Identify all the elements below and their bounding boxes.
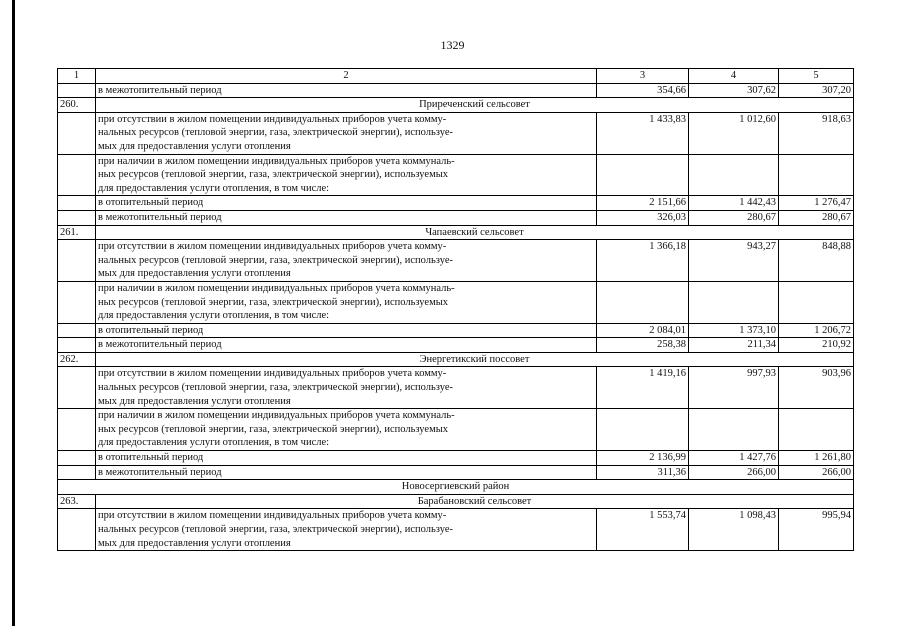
header-col-3: 3 <box>597 69 689 84</box>
value-col-5 <box>779 154 854 196</box>
table-row <box>58 509 854 551</box>
value-col-3: 311,36 <box>597 465 689 480</box>
value-col-4: 1 442,43 <box>689 196 779 211</box>
value-col-5: 995,94 <box>779 509 854 551</box>
row-description <box>96 409 597 451</box>
description-line: в отопительный период <box>98 452 204 464</box>
row-description <box>96 323 597 338</box>
description-line: при наличии в жилом помещении индивидуальных приборов учета коммуналь- <box>98 155 455 167</box>
row-description <box>96 112 597 154</box>
row-description <box>96 465 597 480</box>
value-col-3: 326,03 <box>597 210 689 225</box>
value-col-4 <box>689 281 779 323</box>
description-line: при наличии в жилом помещении индивидуальных приборов учета коммуналь- <box>98 410 455 422</box>
row-number <box>58 281 96 323</box>
description-line: при отсутствии в жилом помещении индивидуальных приборов учета комму- <box>98 113 447 125</box>
value-col-5: 280,67 <box>779 210 854 225</box>
description-line: для предоставления услуги отопления, в том числе: <box>98 182 330 194</box>
description-line: нальных ресурсов (тепловой энергии, газа, электрической энергии), используе- <box>98 127 453 139</box>
section-row <box>58 494 854 509</box>
value-col-5 <box>779 281 854 323</box>
header-col-1: 1 <box>58 69 96 84</box>
table-row <box>58 196 854 211</box>
description-line: нальных ресурсов (тепловой энергии, газа, электрической энергии), используе- <box>98 254 453 266</box>
row-number <box>58 83 96 98</box>
value-col-4: 943,27 <box>689 240 779 282</box>
table-row <box>58 112 854 154</box>
value-col-3 <box>597 154 689 196</box>
table-row <box>58 210 854 225</box>
row-description <box>96 240 597 282</box>
section-title: Приреченский сельсовет <box>96 98 854 113</box>
description-line: в межотопительный период <box>98 211 222 223</box>
description-line: при отсутствии в жилом помещении индивидуальных приборов учета комму- <box>98 510 447 522</box>
header-col-5: 5 <box>779 69 854 84</box>
value-col-4: 1 373,10 <box>689 323 779 338</box>
value-col-5: 210,92 <box>779 338 854 353</box>
row-number: 262. <box>58 352 96 367</box>
row-description <box>96 367 597 409</box>
value-col-3: 2 084,01 <box>597 323 689 338</box>
left-margin-bar <box>12 0 15 626</box>
value-col-4: 1 012,60 <box>689 112 779 154</box>
description-line: в межотопительный период <box>98 466 222 478</box>
value-col-4 <box>689 409 779 451</box>
value-col-3 <box>597 281 689 323</box>
value-col-4: 211,34 <box>689 338 779 353</box>
description-line: для предоставления услуги отопления, в том числе: <box>98 437 330 449</box>
tariff-table <box>57 68 854 551</box>
value-col-3: 2 136,99 <box>597 451 689 466</box>
row-number <box>58 112 96 154</box>
description-line: мых для предоставления услуги отопления <box>98 537 291 549</box>
description-line: ных ресурсов (тепловой энергии, газа, электрической энергии), используемых <box>98 423 449 435</box>
page-number: 1329 <box>440 38 465 52</box>
row-description <box>96 338 597 353</box>
row-number <box>58 465 96 480</box>
value-col-3: 1 366,18 <box>597 240 689 282</box>
table-row <box>58 83 854 98</box>
section-row <box>58 98 854 113</box>
row-number <box>58 323 96 338</box>
row-number <box>58 409 96 451</box>
row-number: 261. <box>58 225 96 240</box>
value-col-5: 1 261,80 <box>779 451 854 466</box>
table-row <box>58 409 854 451</box>
description-line: нальных ресурсов (тепловой энергии, газа, электрической энергии), используе- <box>98 382 453 394</box>
table-row <box>58 465 854 480</box>
value-col-5: 1 206,72 <box>779 323 854 338</box>
row-number <box>58 367 96 409</box>
description-line: при отсутствии в жилом помещении индивидуальных приборов учета комму- <box>98 368 447 380</box>
value-col-3 <box>597 409 689 451</box>
value-col-3: 1 419,16 <box>597 367 689 409</box>
description-line: мых для предоставления услуги отопления <box>98 268 291 280</box>
value-col-4: 1 098,43 <box>689 509 779 551</box>
section-row <box>58 352 854 367</box>
value-col-5: 266,00 <box>779 465 854 480</box>
row-description <box>96 83 597 98</box>
value-col-5 <box>779 409 854 451</box>
description-line: в межотопительный период <box>98 84 222 96</box>
value-col-5: 903,96 <box>779 367 854 409</box>
row-description <box>96 210 597 225</box>
section-row <box>58 225 854 240</box>
value-col-5: 848,88 <box>779 240 854 282</box>
table-row <box>58 323 854 338</box>
value-col-4 <box>689 154 779 196</box>
value-col-4: 997,93 <box>689 367 779 409</box>
table-row <box>58 240 854 282</box>
value-col-3: 258,38 <box>597 338 689 353</box>
row-number <box>58 509 96 551</box>
description-line: в отопительный период <box>98 324 204 336</box>
description-line: ных ресурсов (тепловой энергии, газа, электрической энергии), используемых <box>98 169 449 181</box>
description-line: при наличии в жилом помещении индивидуальных приборов учета коммуналь- <box>98 282 455 294</box>
value-col-5: 918,63 <box>779 112 854 154</box>
value-col-3: 1 433,83 <box>597 112 689 154</box>
section-title: Энергетикский поссовет <box>96 352 854 367</box>
value-col-4: 1 427,76 <box>689 451 779 466</box>
value-col-3: 1 553,74 <box>597 509 689 551</box>
row-number <box>58 338 96 353</box>
value-col-5: 1 276,47 <box>779 196 854 211</box>
description-line: ных ресурсов (тепловой энергии, газа, электрической энергии), используемых <box>98 296 449 308</box>
row-number <box>58 451 96 466</box>
description-line: мых для предоставления услуги отопления <box>98 395 291 407</box>
row-number <box>58 154 96 196</box>
table-header-row <box>58 69 854 84</box>
district-row <box>58 480 854 495</box>
row-number: 260. <box>58 98 96 113</box>
header-col-4: 4 <box>689 69 779 84</box>
value-col-3: 354,66 <box>597 83 689 98</box>
description-line: при отсутствии в жилом помещении индивидуальных приборов учета комму- <box>98 241 447 253</box>
value-col-3: 2 151,66 <box>597 196 689 211</box>
row-description <box>96 451 597 466</box>
header-col-2: 2 <box>96 69 597 84</box>
table-row <box>58 451 854 466</box>
section-title: Барабановский сельсовет <box>96 494 854 509</box>
value-col-4: 307,62 <box>689 83 779 98</box>
row-description <box>96 509 597 551</box>
description-line: мых для предоставления услуги отопления <box>98 140 291 152</box>
row-description <box>96 154 597 196</box>
description-line: для предоставления услуги отопления, в том числе: <box>98 310 330 322</box>
row-number: 263. <box>58 494 96 509</box>
table-row <box>58 281 854 323</box>
value-col-4: 266,00 <box>689 465 779 480</box>
table-row <box>58 338 854 353</box>
description-line: нальных ресурсов (тепловой энергии, газа, электрической энергии), используе- <box>98 524 453 535</box>
row-description <box>96 196 597 211</box>
table-row <box>58 367 854 409</box>
table-row <box>58 154 854 196</box>
section-title: Чапаевский сельсовет <box>96 225 854 240</box>
description-line: в отопительный период <box>98 197 204 209</box>
row-number <box>58 240 96 282</box>
row-number <box>58 196 96 211</box>
value-col-5: 307,20 <box>779 83 854 98</box>
row-description <box>96 281 597 323</box>
district-title: Новосергиевский район <box>58 480 854 495</box>
value-col-4: 280,67 <box>689 210 779 225</box>
row-number <box>58 210 96 225</box>
description-line: в межотопительный период <box>98 339 222 351</box>
